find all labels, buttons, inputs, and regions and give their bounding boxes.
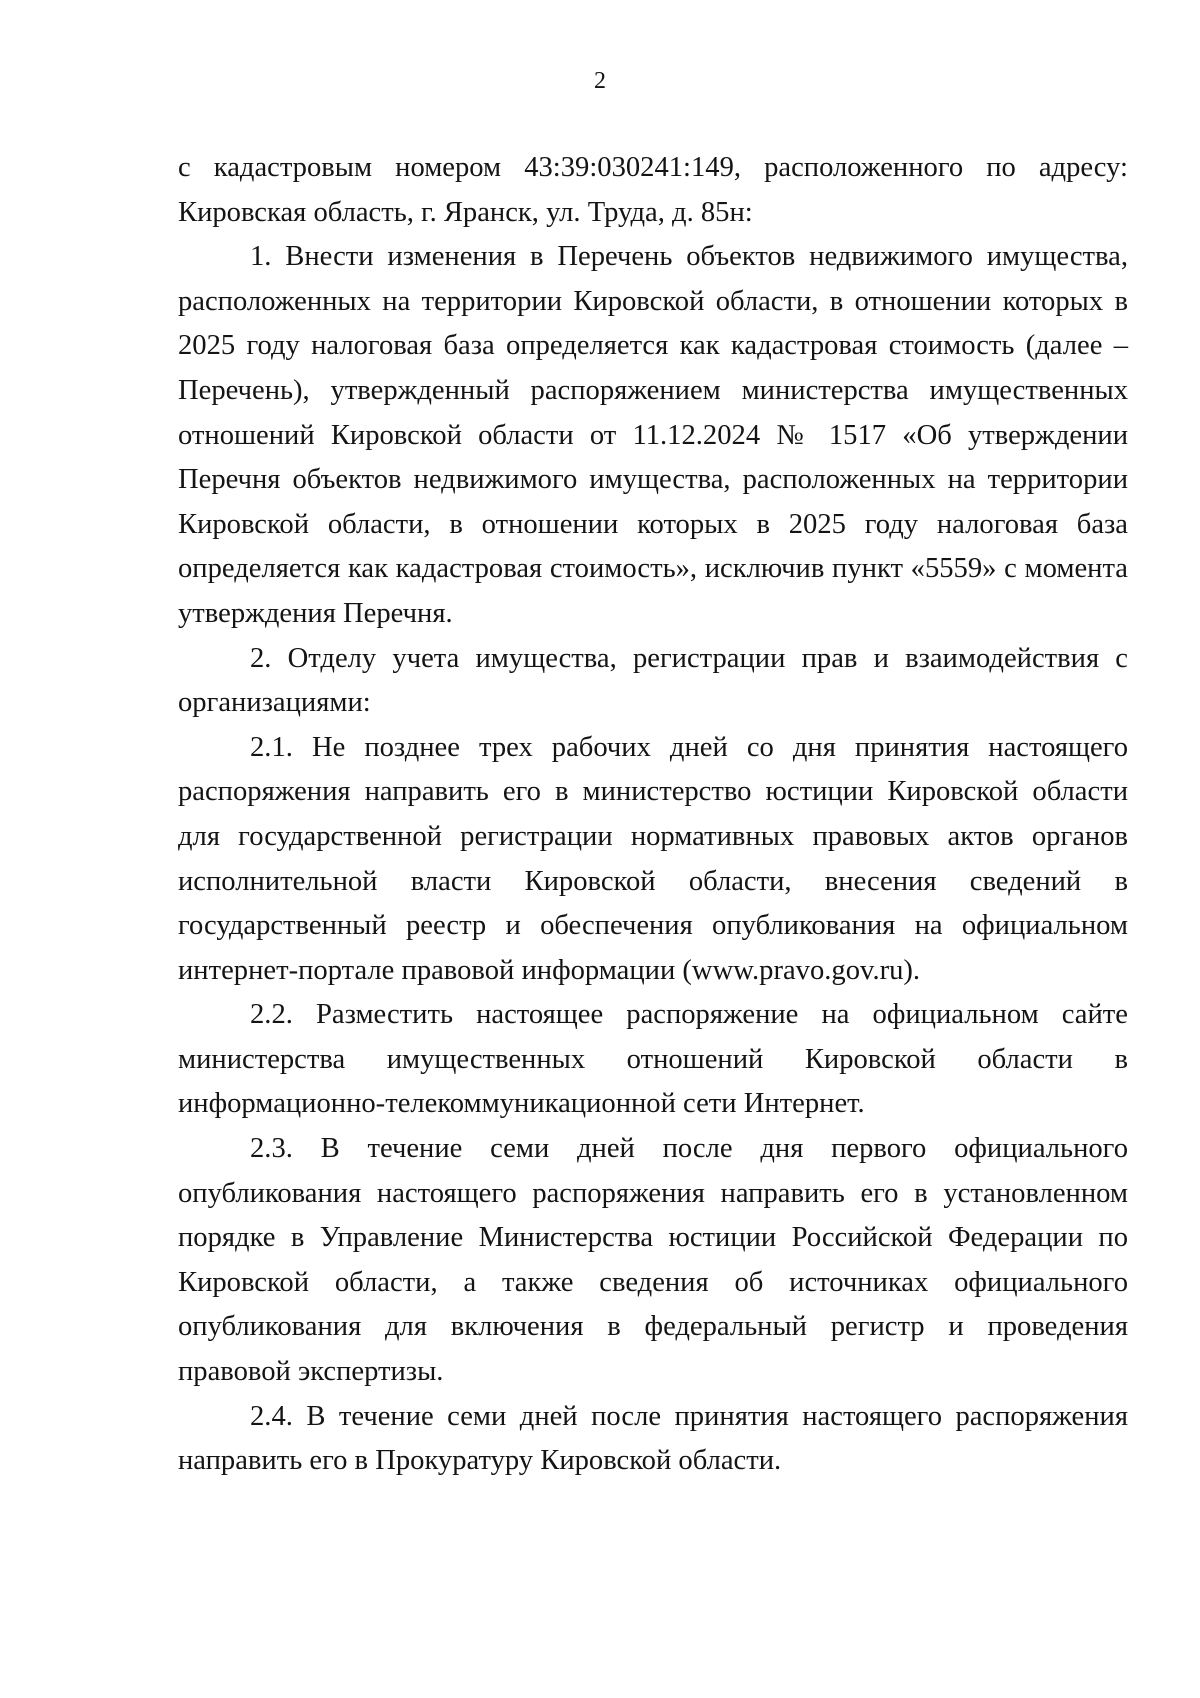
paragraph-item-2-3: 2.3. В течение семи дней после дня первого официального опубликования настоящего распоряжения направить его в установленном порядке в Управление Министерства юстиции Российской Федерации по Кировской области, а также сведения об источниках официального опубликования для включения в федеральный регистр и проведения правовой экспертизы. <box>178 1133 1128 1388</box>
paragraph-intro: с кадастровым номером 43:39:030241:149, расположенного по адресу: Кировская область, г. Яранск, ул. Труда, д. 85н: <box>178 152 1128 228</box>
paragraph-item-2-1: 2.1. Не позднее трех рабочих дней со дня принятия настоящего распоряжения направить его в министерство юстиции Кировской области для государственной регистрации нормативных правовых актов органов исполнительной власти Кировской области, внесения сведений в государственный реестр и обеспечения опубликования на официальном интернет-портале правовой информации (www.pravo.gov.ru). <box>178 731 1128 986</box>
page-number: 2 <box>594 68 606 94</box>
paragraph-item-2: 2. Отделу учета имущества, регистрации прав и взаимодействия с организациями: <box>178 642 1128 719</box>
paragraph-item-2-4: 2.4. В течение семи дней после принятия настоящего распоряжения направить его в Прокуратуру Кировской области. <box>178 1400 1128 1477</box>
document-body <box>178 146 1128 1484</box>
paragraph-item-2-2: 2.2. Разместить настоящее распоряжение на официальном сайте министерства имущественных отношений Кировской области в информационно-телекоммуникационной сети Интернет. <box>178 999 1128 1120</box>
paragraph-item-1: 1. Внести изменения в Перечень объектов недвижимого имущества, расположенных на территории Кировской области, в отношении которых в 2025 году налоговая база определяется как кадастровая стоимость (далее – Перечень), утвержденный распоряжением министерства имущественных отношений Кировской области от 11.12.2024 № 1517 «Об утверждении Перечня объектов недвижимого имущества, расположенных на территории Кировской области, в отношении которых в 2025 году налоговая база определяется как кадастровая стоимость», исключив пункт «5559» с момента утверждения Перечня. <box>178 241 1128 629</box>
